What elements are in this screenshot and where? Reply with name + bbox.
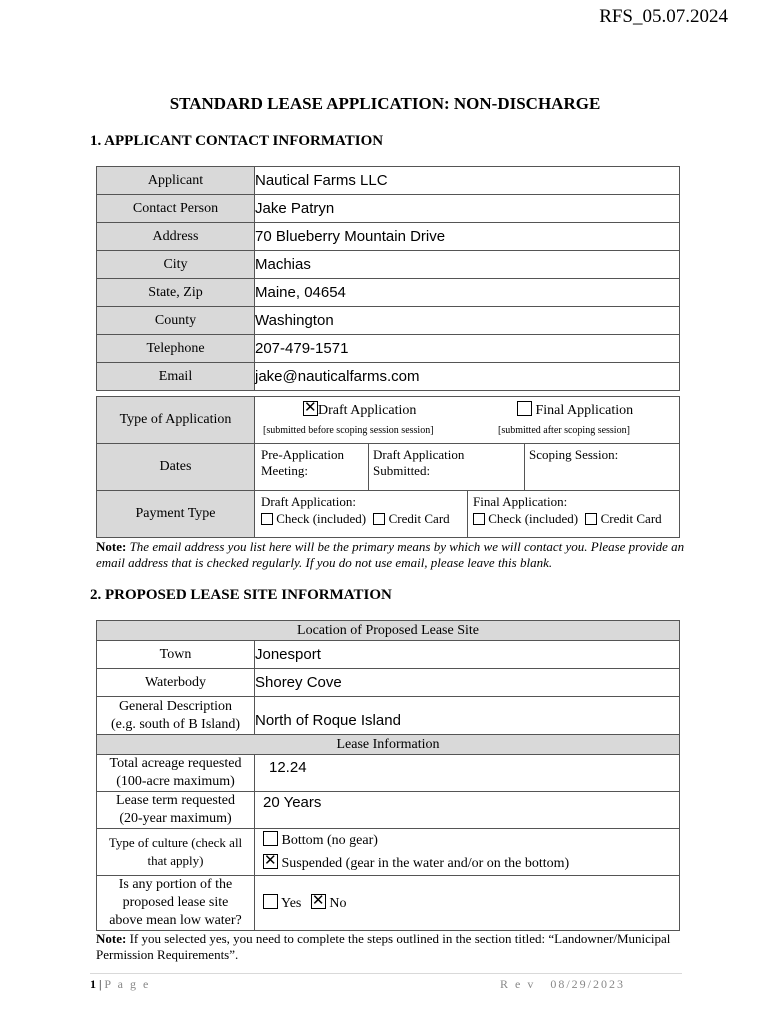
pre-application-meeting-field[interactable]: Pre-Application Meeting: [261, 447, 345, 478]
document-title: STANDARD LEASE APPLICATION: NON-DISCHARGE [169, 94, 601, 113]
payment-type-label: Payment Type [97, 491, 255, 538]
lease-information-header: Lease Information [97, 735, 680, 755]
landowner-note: Note: If you selected yes, you need to complete the steps outlined in the section titled: “Landowner/Municipal Permission Requirements”. [96, 931, 671, 962]
general-description-label: General Description (e.g. south of B Island) [97, 697, 255, 735]
contact-row [97, 251, 680, 279]
contact-row [97, 307, 680, 335]
draft-application-note: [submitted before scoping session session] [263, 425, 434, 436]
contact-row [97, 167, 680, 195]
contact-label: County [97, 307, 255, 335]
type-of-culture-label: Type of culture (check all that apply) [97, 829, 255, 876]
contact-row [97, 223, 680, 251]
draft-application-submitted-field[interactable]: Draft Application Submitted: [373, 447, 465, 478]
dates-label: Dates [97, 444, 255, 491]
final-application-checkbox[interactable] [517, 401, 532, 416]
town-field[interactable]: Jonesport [255, 641, 680, 669]
acreage-label: Total acreage requested (100-acre maximum) [97, 755, 255, 792]
final-credit-card-label: Credit Card [600, 511, 662, 526]
lease-term-field[interactable]: 20 Years [255, 792, 680, 829]
acreage-field[interactable]: 12.24 [255, 755, 680, 792]
contact-value-field[interactable]: Jake Patryn [255, 195, 680, 223]
lease-site-table [96, 620, 680, 931]
contact-value-field[interactable]: Washington [255, 307, 680, 335]
payment-final-label: Final Application: [473, 494, 568, 509]
scoping-session-field[interactable]: Scoping Session: [529, 447, 619, 462]
above-low-water-label: Is any portion of the proposed lease site above mean low water? [97, 876, 255, 931]
contact-value-field[interactable]: Machias [255, 251, 680, 279]
contact-value-field[interactable]: jake@nauticalfarms.com [255, 363, 680, 391]
applicant-contact-table [96, 166, 680, 391]
contact-label: Email [97, 363, 255, 391]
final-application-label: Final Application [535, 403, 634, 418]
contact-label: City [97, 251, 255, 279]
contact-label: Telephone [97, 335, 255, 363]
final-check-included-label: Check (included) [488, 511, 579, 526]
above-low-water-yes-checkbox[interactable] [263, 894, 278, 909]
bottom-culture-checkbox[interactable] [263, 831, 278, 846]
contact-value-field[interactable]: 207-479-1571 [255, 335, 680, 363]
footer-divider [90, 973, 682, 974]
no-label: No [329, 896, 347, 911]
final-application-note: [submitted after scoping session] [498, 425, 630, 436]
draft-check-included-label: Check (included) [276, 511, 367, 526]
contact-value-field[interactable]: 70 Blueberry Mountain Drive [255, 223, 680, 251]
waterbody-field[interactable]: Shorey Cove [255, 669, 680, 697]
page-number: 1 | P a g e [90, 977, 151, 991]
final-check-included-checkbox[interactable] [473, 513, 485, 525]
general-description-field[interactable]: North of Roque Island [255, 697, 680, 735]
suspended-culture-label: Suspended (gear in the water and/or on the bottom) [281, 856, 570, 871]
lease-term-label: Lease term requested (20-year maximum) [97, 792, 255, 829]
draft-credit-card-checkbox[interactable] [373, 513, 385, 525]
contact-label: Applicant [97, 167, 255, 195]
draft-application-checkbox[interactable] [303, 401, 318, 416]
section-2-heading: 2. PROPOSED LEASE SITE INFORMATION [90, 587, 392, 603]
contact-row [97, 335, 680, 363]
revision-date: R e v 08/29/2023 [500, 977, 625, 991]
draft-check-included-checkbox[interactable] [261, 513, 273, 525]
contact-value-field[interactable]: Nautical Farms LLC [255, 167, 680, 195]
type-of-application-label: Type of Application [97, 397, 255, 444]
final-credit-card-checkbox[interactable] [585, 513, 597, 525]
waterbody-label: Waterbody [97, 669, 255, 697]
document-reference: RFS_05.07.2024 [599, 6, 728, 27]
contact-label: Address [97, 223, 255, 251]
yes-label: Yes [280, 896, 302, 911]
suspended-culture-checkbox[interactable] [263, 854, 278, 869]
location-header: Location of Proposed Lease Site [97, 621, 680, 641]
above-low-water-no-checkbox[interactable] [311, 894, 326, 909]
contact-row [97, 363, 680, 391]
contact-value-field[interactable]: Maine, 04654 [255, 279, 680, 307]
draft-application-label: Draft Application [318, 403, 417, 418]
contact-label: Contact Person [97, 195, 255, 223]
contact-row [97, 279, 680, 307]
town-label: Town [97, 641, 255, 669]
contact-label: State, Zip [97, 279, 255, 307]
payment-draft-label: Draft Application: [261, 494, 356, 509]
email-note: Note: The email address you list here will be the primary means by which we will contact you. Please provide an email address that is checked regularly. If you do not use email, please leave this blank. [96, 539, 685, 570]
draft-credit-card-label: Credit Card [388, 511, 450, 526]
bottom-culture-label: Bottom (no gear) [281, 833, 378, 848]
contact-row [97, 195, 680, 223]
application-details-table [96, 396, 680, 538]
section-1-heading: 1. APPLICANT CONTACT INFORMATION [90, 133, 384, 149]
